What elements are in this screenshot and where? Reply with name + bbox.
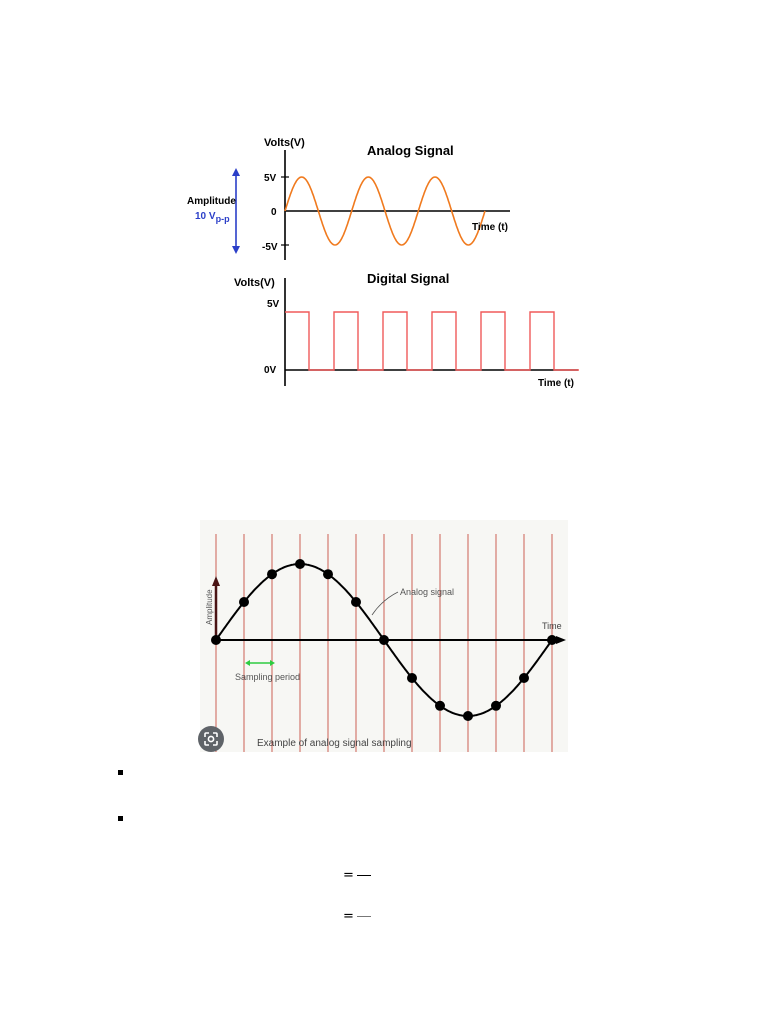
analog-x-axis-label: Time (t) bbox=[472, 222, 508, 233]
list-bullet bbox=[118, 770, 123, 775]
fraction-bar bbox=[357, 875, 371, 876]
analog-digital-figure bbox=[180, 128, 590, 398]
sample-point bbox=[267, 569, 277, 579]
sample-point bbox=[211, 635, 221, 645]
list-bullet bbox=[118, 816, 123, 821]
sample-point bbox=[379, 635, 389, 645]
equation-line-1 bbox=[343, 869, 371, 882]
equation-line-2 bbox=[343, 910, 371, 923]
sampling-x-axis-label: Time bbox=[542, 621, 562, 631]
digital-x-axis-label: Time (t) bbox=[538, 378, 574, 389]
sampling-y-axis-label: Amplitude bbox=[205, 589, 214, 625]
sample-point bbox=[519, 673, 529, 683]
visual-search-button[interactable] bbox=[198, 726, 224, 752]
sampling-caption: Example of analog signal sampling bbox=[257, 738, 412, 749]
sample-point bbox=[239, 597, 249, 607]
analog-signal-label: Analog signal bbox=[400, 587, 455, 597]
analog-tick-label-0: 0 bbox=[271, 207, 277, 218]
analog-y-axis-label: Volts(V) bbox=[264, 137, 305, 149]
sample-point bbox=[407, 673, 417, 683]
sample-point bbox=[295, 559, 305, 569]
sampling-figure bbox=[200, 520, 568, 752]
sampling-period-label: Sampling period bbox=[235, 672, 301, 682]
digital-tick-label-0v: 0V bbox=[264, 365, 277, 376]
fraction-bar bbox=[357, 916, 371, 917]
equals-sign: = bbox=[343, 868, 355, 883]
equals-sign: = bbox=[343, 909, 355, 924]
amplitude-arrow-top-icon bbox=[232, 168, 240, 176]
amplitude-label: Amplitude bbox=[187, 196, 236, 207]
sample-point bbox=[323, 569, 333, 579]
sample-point bbox=[463, 711, 473, 721]
sample-point bbox=[435, 701, 445, 711]
digital-y-axis-label: Volts(V) bbox=[234, 277, 275, 289]
sample-point bbox=[547, 635, 557, 645]
analog-tick-label-neg5v: -5V bbox=[262, 242, 278, 253]
analog-tick-label-5v: 5V bbox=[264, 173, 277, 184]
amplitude-arrow-bottom-icon bbox=[232, 246, 240, 254]
digital-title: Digital Signal bbox=[367, 271, 450, 286]
analog-digital-svg bbox=[180, 128, 590, 398]
amplitude-value: 10 Vp-p bbox=[195, 211, 230, 224]
visual-search-icon bbox=[203, 731, 219, 747]
sample-point bbox=[351, 597, 361, 607]
analog-title: Analog Signal bbox=[367, 143, 454, 158]
digital-tick-label-5v: 5V bbox=[267, 299, 280, 310]
sample-point bbox=[491, 701, 501, 711]
digital-square-wave bbox=[285, 312, 579, 370]
sampling-svg bbox=[200, 520, 568, 752]
